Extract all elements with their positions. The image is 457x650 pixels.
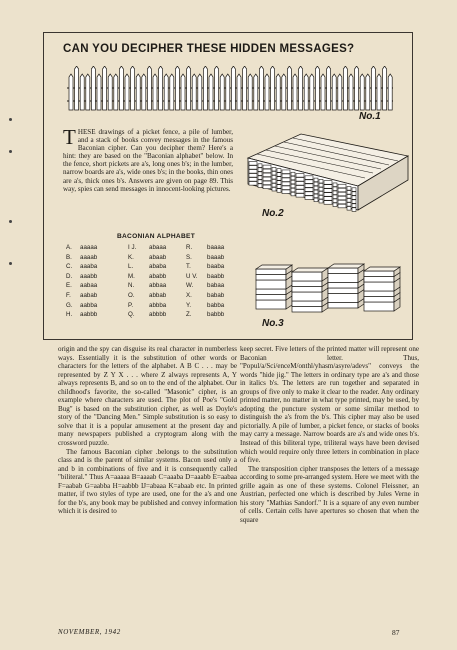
puzzle-title: CAN YOU DECIPHER THESE HIDDEN MESSAGES? (63, 43, 355, 55)
board-end (305, 188, 313, 192)
fence-picket (91, 66, 95, 110)
alphabet-letter: R. (186, 244, 193, 251)
board-end (277, 185, 281, 189)
board-end (333, 199, 337, 203)
board-end (314, 186, 318, 190)
board-end (305, 176, 313, 180)
page-number: 87 (392, 628, 400, 637)
board-end (305, 196, 313, 200)
alphabet-letter: F. (66, 292, 71, 299)
board-end (324, 185, 332, 189)
issue-date: NOVEMBER, 1942 (58, 628, 121, 636)
board-end (314, 194, 318, 198)
board-end (272, 171, 276, 175)
alphabet-code: abbbb (149, 311, 167, 319)
alphabet-code: ababa (149, 263, 167, 271)
fence-picket (198, 74, 202, 110)
board-end (291, 180, 295, 184)
board-end (282, 190, 290, 194)
board-end (319, 191, 323, 195)
alphabet-letter: G. (66, 301, 73, 309)
fence-picket (125, 74, 129, 110)
alphabet-letter: L. (128, 263, 134, 271)
board-end (352, 200, 356, 204)
alphabet-code: aabba (80, 301, 98, 309)
fence-picket (343, 66, 347, 110)
board-end (263, 177, 271, 181)
alphabet-code: babba (207, 301, 225, 309)
paragraph: The transposition cipher transposes the letters of a message according to some pre-arranged system. Here we meet with the grille again as one of these systems. Colonel Fleissner, an Austrian, perfected one which is described by Jules Verne in his story "Mathias Sandorf." It is a square of any even number of cells. Certain cells have apertures so chosen that when the square (240, 464, 419, 524)
board-end (305, 180, 313, 184)
board-end (277, 181, 281, 185)
alphabet-letter: A. (66, 244, 72, 251)
fence-picket (254, 74, 258, 110)
board-end (258, 176, 262, 180)
board-end (338, 200, 346, 204)
board-end (319, 179, 323, 183)
alphabet-letter: E. (66, 282, 72, 290)
board-end (319, 199, 323, 203)
fence-picket (147, 66, 151, 110)
board-end (347, 207, 351, 211)
board-end (314, 182, 318, 186)
board-end (263, 169, 271, 173)
board-end (352, 196, 356, 200)
board-end (324, 193, 332, 197)
alphabet-code: aaabb (80, 272, 98, 280)
board-end (347, 191, 351, 195)
board-end (296, 174, 304, 178)
board-end (249, 178, 257, 182)
fence-picket (103, 66, 107, 110)
board-end (324, 181, 332, 185)
alphabet-code: abaaa (149, 244, 167, 251)
fence-picket (136, 74, 140, 110)
alphabet-code: abbba (149, 301, 167, 309)
alphabet-code: aabab (80, 292, 98, 299)
fence-picket (321, 74, 325, 110)
board-end (324, 201, 332, 205)
fence-picket (293, 74, 297, 110)
fence-picket (119, 66, 123, 110)
book-stack-top (292, 268, 328, 272)
figure-1-label: No.1 (359, 111, 381, 122)
board-end (277, 173, 281, 177)
alphabet-letter: Y. (186, 301, 192, 309)
alphabet-code: ababb (149, 272, 167, 280)
board-end (352, 204, 356, 208)
board-end (272, 179, 276, 183)
margin-mark (9, 220, 12, 223)
board-end (263, 185, 271, 189)
book-stack-top (256, 265, 292, 269)
fence-picket (170, 74, 174, 110)
alphabet-letter: T. (186, 263, 191, 271)
board-end (347, 203, 351, 207)
article-right-column (240, 345, 419, 524)
alphabet-letter: I J. (128, 244, 137, 251)
fence-picket (310, 74, 314, 110)
board-end (296, 194, 304, 198)
fence-picket (237, 74, 241, 110)
alphabet-code: baaaa (207, 244, 225, 251)
alphabet-letter: Q. (128, 311, 135, 319)
board-end (319, 187, 323, 191)
fence-picket (192, 74, 196, 110)
fence-picket (388, 74, 392, 110)
fence-picket (159, 66, 163, 110)
fence-picket (299, 66, 303, 110)
board-end (258, 164, 262, 168)
fence-picket (259, 66, 263, 110)
board-end (319, 183, 323, 187)
board-end (282, 170, 290, 174)
alphabet-letter: S. (186, 253, 192, 261)
fence-picket (282, 74, 286, 110)
board-end (258, 172, 262, 176)
fence-picket (187, 66, 191, 110)
board-end (291, 184, 295, 188)
board-end (352, 192, 356, 196)
alphabet-code: aaaab (80, 253, 98, 261)
board-end (296, 182, 304, 186)
board-end (249, 174, 257, 178)
board-end (291, 172, 295, 176)
board-end (338, 184, 346, 188)
picket-fence-figure (67, 66, 393, 112)
board-end (263, 181, 271, 185)
alphabet-code: aaaaa (80, 244, 98, 251)
board-end (338, 188, 346, 192)
board-end (258, 184, 262, 188)
fence-picket (332, 74, 336, 110)
board-end (291, 176, 295, 180)
paragraph: origin and the spy can disguise its real character in numberless ways. Essentially it is the substitution of other words or characters for the letters of the alphabet. A B C . . . may be represented by Z Y X . . . where Z always represents A, Y always represents B, and so on to the end of the alphabet. Our childhood's favorite, the so-called "Masonic" cipher, is an example where characters are used. The plot of Poe's "Gold Bug" is based on the substitution cipher, as well as Doyle's story of the "Dancing Men." Simple substitution is so easy to solve that it is a popular amusement at the present day and many newspapers published a cryptogram along with the crossword puzzle. (58, 345, 237, 448)
board-end (282, 174, 290, 178)
alphabet-letter: M. (128, 272, 135, 280)
board-end (272, 183, 276, 187)
board-end (324, 189, 332, 193)
board-end (272, 175, 276, 179)
board-end (324, 197, 332, 201)
alphabet-code: aabbb (80, 311, 98, 319)
fence-picket (355, 66, 359, 110)
fence-picket (203, 66, 207, 110)
board-end (282, 178, 290, 182)
board-end (352, 208, 356, 212)
board-end (258, 168, 262, 172)
alphabet-code: abbab (149, 292, 167, 299)
alphabet-letter: X. (186, 292, 192, 299)
board-end (249, 166, 257, 170)
board-end (272, 187, 276, 191)
board-end (347, 195, 351, 199)
alphabet-letter: C. (66, 263, 73, 271)
board-end (347, 199, 351, 203)
board-end (258, 180, 262, 184)
board-end (296, 190, 304, 194)
alphabet-letter: N. (128, 282, 135, 290)
board-end (314, 198, 318, 202)
alphabet-code: aabaa (80, 282, 98, 290)
alphabet-code: babaa (207, 282, 225, 290)
fence-picket (243, 66, 247, 110)
fence-picket (86, 74, 90, 110)
figure-3-label: No.3 (262, 318, 284, 329)
board-end (338, 204, 346, 208)
board-end (314, 190, 318, 194)
fence-picket (131, 66, 135, 110)
fence-picket (215, 66, 219, 110)
board-end (333, 203, 337, 207)
book-stack-top (364, 267, 400, 271)
fence-picket (80, 74, 84, 110)
fence-picket (75, 66, 79, 110)
fence-picket (181, 74, 185, 110)
fence-picket (338, 74, 342, 110)
fence-picket (97, 74, 101, 110)
fence-picket (108, 74, 112, 110)
alphabet-letter: K. (128, 253, 134, 261)
board-end (291, 188, 295, 192)
fence-picket (142, 74, 146, 110)
fence-picket (371, 66, 375, 110)
article-left-column (58, 345, 237, 516)
board-end (305, 184, 313, 188)
fence-picket (366, 74, 370, 110)
fence-picket (304, 74, 308, 110)
alphabet-code: aaaba (80, 263, 98, 271)
fence-picket (164, 74, 168, 110)
fence-picket (383, 66, 387, 110)
fence-picket (349, 74, 353, 110)
fence-picket (220, 74, 224, 110)
board-end (314, 178, 318, 182)
paragraph: The famous Baconian cipher .belongs to the substitution class and is the parent of similar systems. Bacon used only a and b in combinations of five and it is consequently called "biliteral." Thus A=aaaaa B=aaaab C=aaaba D=aaabb E=aabaa F=aabab G=aabba H=aabbb IJ=abaaa K=abaab etc. In printed matter, if two styles of type are used, one for the a's and one for the b's, any book may be published and convey information which it is desired to (58, 447, 237, 516)
alphabet-letter: W. (186, 282, 194, 290)
fence-picket (271, 66, 275, 110)
fence-picket (248, 74, 252, 110)
fence-picket (360, 74, 364, 110)
alphabet-letter: D. (66, 272, 73, 280)
board-end (319, 195, 323, 199)
board-end (249, 162, 257, 166)
board-end (249, 170, 257, 174)
fence-picket (327, 66, 331, 110)
alphabet-title: BACONIAN ALPHABET (116, 233, 196, 240)
figure-2-label: No.2 (262, 208, 284, 219)
fence-picket (114, 74, 118, 110)
alphabet-code: abaab (149, 253, 167, 261)
alphabet-code: baabb (207, 272, 225, 280)
alphabet-code: baaba (207, 263, 225, 271)
board-end (333, 183, 337, 187)
board-end (338, 196, 346, 200)
book-stacks-figure (248, 226, 408, 321)
board-end (338, 192, 346, 196)
alphabet-letter: Z. (186, 311, 192, 319)
intro-text: HESE drawings of a picket fence, a pile of lumber, and a stack of books convey messages in the famous Baconian cipher. Can you decipher them? Here's a hint: they are based on the "Baconian alphabet" below. In the fence, short pickets are a's, long ones b's; in the lumber, narrow boards are a's, wide ones b's; in the books, thin ones are a's, thick ones b's. Answers are given on page 89. This way, spies can send messages in innocent-looking pictures. (63, 128, 233, 193)
board-end (352, 188, 356, 192)
fence-picket (377, 74, 381, 110)
alphabet-letter: O. (128, 292, 135, 299)
alphabet-letter: U V. (186, 272, 198, 280)
board-end (249, 182, 257, 186)
board-end (291, 192, 295, 196)
margin-mark (9, 150, 12, 153)
board-end (282, 186, 290, 190)
baconian-alphabet-table (66, 244, 242, 322)
board-end (263, 165, 271, 169)
margin-mark (9, 118, 12, 121)
fence-picket (315, 66, 319, 110)
fence-picket (175, 66, 179, 110)
fence-picket (231, 66, 235, 110)
fence-picket (153, 74, 157, 110)
fence-picket (276, 74, 280, 110)
board-end (347, 187, 351, 191)
board-end (305, 192, 313, 196)
board-end (333, 187, 337, 191)
board-end (333, 195, 337, 199)
board-end (272, 167, 276, 171)
alphabet-code: baaab (207, 253, 225, 261)
board-end (296, 178, 304, 182)
fence-picket (69, 74, 73, 110)
board-end (282, 182, 290, 186)
alphabet-letter: H. (66, 311, 73, 319)
margin-mark (9, 262, 12, 265)
board-end (277, 177, 281, 181)
alphabet-letter: P. (128, 301, 134, 309)
fence-picket (287, 66, 291, 110)
alphabet-letter: B. (66, 253, 72, 261)
board-end (277, 169, 281, 173)
board-end (263, 173, 271, 177)
drop-cap: T (63, 125, 76, 149)
intro-paragraph (63, 125, 233, 193)
alphabet-code: babab (207, 292, 225, 299)
paragraph: keep secret. Five letters of the printed matter will represent one Baconian letter. Thus, "Popul/a/Sci/enceM/onthl/yhasm/asyre/adevs" conveys the words "hide jig." The letters in ordinary type are a's and those in italics b's. The letters are run together and separated in groups of five only to make it clear to the reader. Any ordinary printed matter, no matter in what type printed, may be used, by adopting the puncture system or some similar method to distinguish the a's from the b's. This cipher may also be used pictorially. A pile of lumber, a picket fence, or stacks of books may carry a message. Narrow boards are a's and wide ones b's. Instead of this biliteral type, triliteral ways have been devised which would require only three letters in combination in place of five. (240, 345, 419, 465)
alphabet-code: babbb (207, 311, 225, 319)
board-end (333, 191, 337, 195)
board-end (277, 189, 281, 193)
fence-picket (209, 74, 213, 110)
alphabet-code: abbaa (149, 282, 167, 290)
fence-picket (226, 74, 230, 110)
board-end (296, 186, 304, 190)
lumber-pile-figure (243, 128, 413, 213)
book-stack-top (328, 264, 364, 268)
fence-picket (265, 74, 269, 110)
